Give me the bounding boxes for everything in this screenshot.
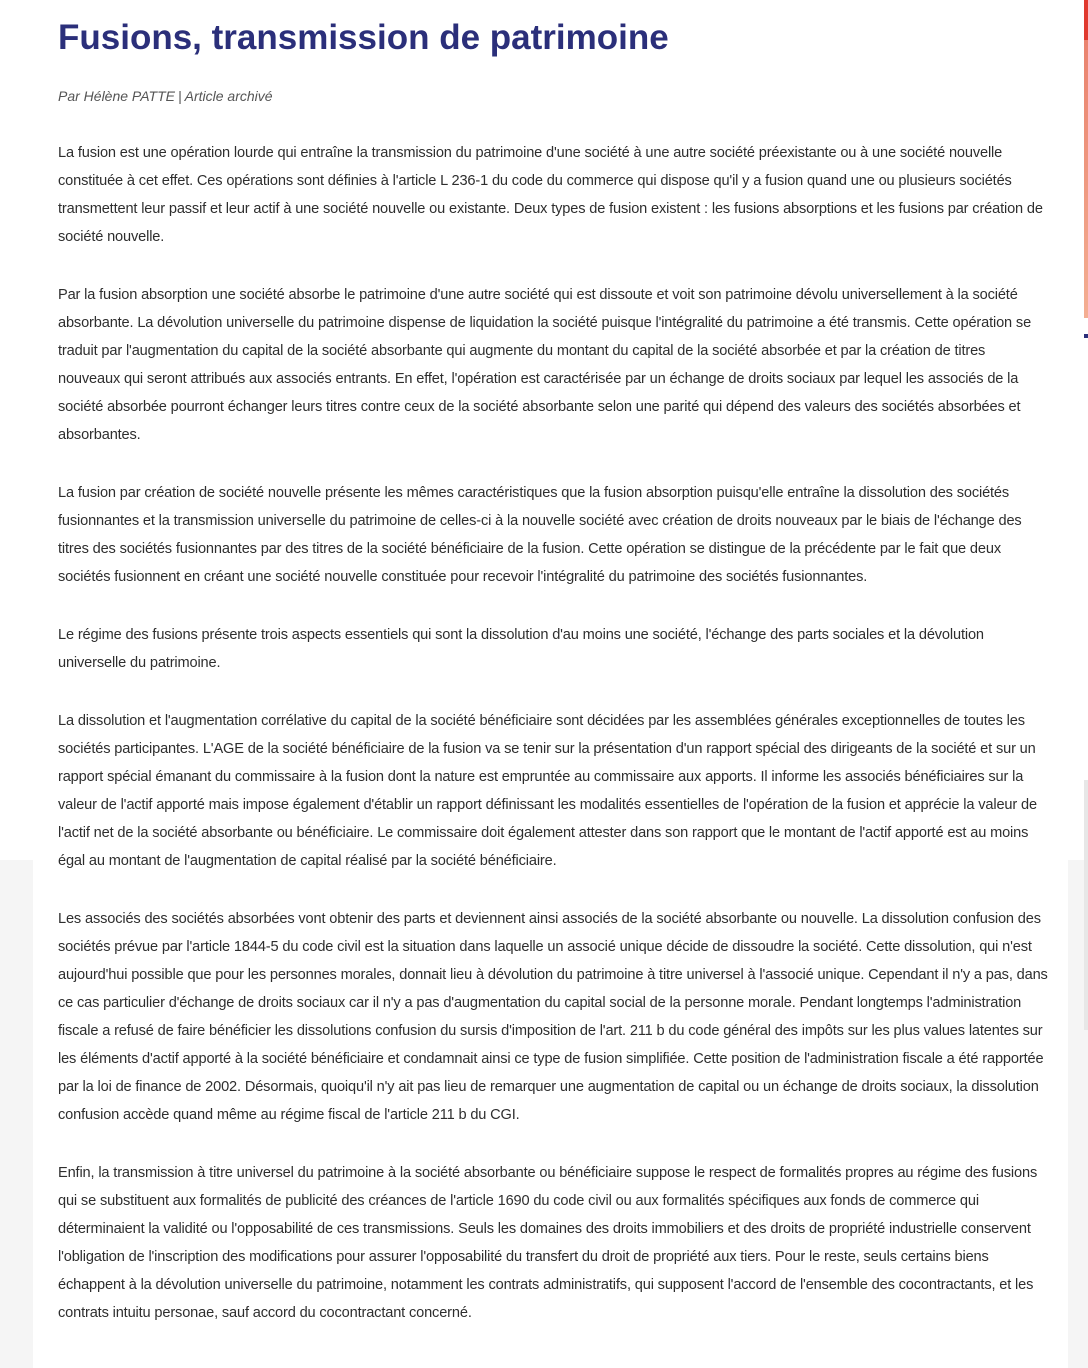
author-name: Par Hélène PATTE bbox=[58, 88, 175, 104]
article-paragraph-5: La dissolution et l'augmentation corrélative du capital de la société bénéficiaire sont décidées par les assemblées générales exceptionnelles de toutes les sociétés participantes. L'AGE de la société bénéficiaire de la fusion va se tenir sur la présentation d'un rapport spécial des dirigeants de la société et sur un rapport spécial émanant du commissaire à la fusion dont la nature est empruntée au commissaire aux apports. Il informe les associés bénéficiaires sur la valeur de l'actif apporté mais impose également d'établir un rapport définissant les modalités essentielles de l'opération de la fusion et apprécie la valeur de l'actif net de la société absorbante ou bénéficiaire. Le commissaire doit également attester dans son rapport que le montant de l'actif apporté est au moins égal au montant de l'augmentation de capital réalisé par la société bénéficiaire. bbox=[58, 713, 1037, 869]
scroll-progress-indicator bbox=[1084, 0, 1088, 318]
article-status: Article archivé bbox=[184, 88, 273, 104]
article-byline bbox=[58, 86, 273, 106]
scrollbar-thumb[interactable] bbox=[1084, 780, 1088, 1030]
article-paragraph-2: Par la fusion absorption une société absorbe le patrimoine d'une autre société qui est dissoute et voit son patrimoine dévolu universellement à la société absorbante. La dévolution universelle du patrimoine dispense de liquidation la société puisque l'intégralité du patrimoine a été transmis. Cette opération se traduit par l'augmentation du capital de la société absorbante qui augmente du montant du capital de la société absorbée et par la création de titres nouveaux qui seront attribués aux associés entrants. En effet, l'opération est caractérisée par un échange de droits sociaux par lequel les associés de la société absorbée pourront échanger leurs titres contre ceux de la société absorbante selon une parité qui dépend des valeurs des sociétés absorbées et absorbantes. bbox=[58, 287, 1032, 443]
scroll-progress-top bbox=[1084, 0, 1088, 40]
article-paragraph-7: Enfin, la transmission à titre universel du patrimoine à la société absorbante ou bénéficiaire suppose le respect de formalités propres au régime des fusions qui se substituent aux formalités de publicité des créances de l'article 1690 du code civil ou aux formalités spécifiques aux fonds de commerce qui déterminaient la validité ou l'opposabilité de ces transmissions. Seuls les domaines des droits immobiliers et des droits de propriété industrielle conservent l'obligation de l'inscription des modifications pour assurer l'opposabilité du transfert du droit de propriété aux tiers. Pour le reste, seuls certains biens échappent à la dévolution universelle du patrimoine, notamment les contrats administratifs, qui supposent l'accord de l'ensemble des cocontractants, et les contrats intuitu personae, sauf accord du cocontractant concerné. bbox=[58, 1165, 1038, 1321]
edge-divider bbox=[1084, 334, 1088, 338]
article-body bbox=[58, 139, 1048, 1357]
article-title: Fusions, transmission de patrimoine bbox=[58, 18, 669, 57]
article-paragraph-1: La fusion est une opération lourde qui entraîne la transmission du patrimoine d'une société à une autre société préexistante ou à une société nouvelle constituée à cet effet. Ces opérations sont définies à l'article L 236-1 du code du commerce qui dispose qu'il y a fusion quand une ou plusieurs sociétés transmettent leur passif et leur actif à une société nouvelle ou existante. Deux types de fusion existent : les fusions absorptions et les fusions par création de société nouvelle. bbox=[58, 145, 1043, 245]
article-paragraph-4: Le régime des fusions présente trois aspects essentiels qui sont la dissolution d'au moins une société, l'échange des parts sociales et la dévolution universelle du patrimoine. bbox=[58, 627, 984, 671]
article-paragraph-3: La fusion par création de société nouvelle présente les mêmes caractéristiques que la fusion absorption puisqu'elle entraîne la dissolution des sociétés fusionnantes et la transmission universelle du patrimoine de celles-ci à la nouvelle société avec création de droits nouveaux par le biais de l'échange des titres des sociétés fusionnantes par des titres de la société bénéficiaire de la fusion. Cette opération se distingue de la précédente par le fait que deux sociétés fusionnent en créant une société nouvelle constituée pour recevoir l'intégralité du patrimoine des sociétés fusionnantes. bbox=[58, 485, 1022, 585]
article-paragraph-6: Les associés des sociétés absorbées vont obtenir des parts et deviennent ainsi associés de la société absorbante ou nouvelle. La dissolution confusion des sociétés prévue par l'article 1844-5 du code civil est la situation dans laquelle un associé unique décide de dissoudre la société. Cette dissolution, qui n'est aujourd'hui possible que pour les personnes morales, donnait lieu à dévolution du patrimoine à titre universel à l'associé unique. Cependant il n'y a pas, dans ce cas particulier d'échange de droits sociaux car il n'y a pas d'augmentation du capital social de la personne morale. Pendant longtemps l'administration fiscale a refusé de faire bénéficier les dissolutions confusion du sursis d'imposition de l'art. 211 b du code général des impôts sur les plus values latentes sur les éléments d'actif apporté à la société bénéficiaire et condamnait ainsi ce type de fusion simplifiée. Cette position de l'administration fiscale a été rapportée par la loi de finance de 2002. Désormais, quoiqu'il n'y ait pas lieu de remarquer une augmentation de capital ou un échange de droits sociaux, la dissolution confusion accède quand même au régime fiscal de l'article 211 b du CGI. bbox=[58, 911, 1048, 1123]
byline-separator: | bbox=[177, 88, 182, 104]
